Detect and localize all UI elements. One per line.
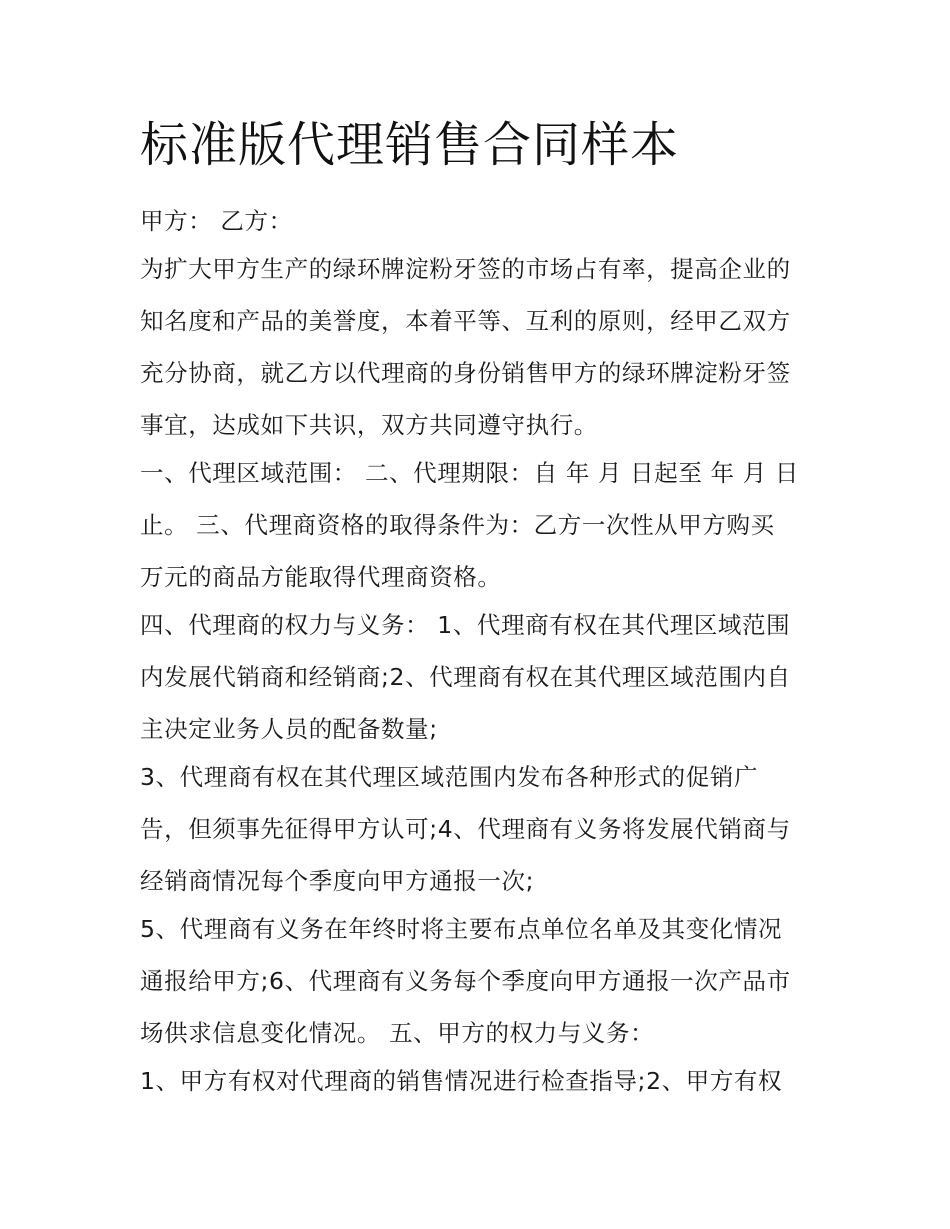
paragraph-line: 通报给甲方;6、代理商有义务每个季度向甲方通报一次产品市 — [140, 967, 791, 995]
paragraph-line: 经销商情况每个季度向甲方通报一次; — [140, 867, 535, 895]
paragraph-line: 万元的商品方能取得代理商资格。 — [140, 563, 502, 591]
paragraph-line: 为扩大甲方生产的绿环牌淀粉牙签的市场占有率，提高企业的 — [140, 255, 791, 283]
paragraph-line: 充分协商，就乙方以代理商的身份销售甲方的绿环牌淀粉牙签 — [140, 359, 791, 387]
paragraph-line: 5、代理商有义务在年终时将主要布点单位名单及其变化情况 — [140, 915, 783, 943]
paragraph-line: 场供求信息变化情况。 五、甲方的权力与义务： — [140, 1019, 655, 1047]
document-title: 标准版代理销售合同样本 — [140, 117, 680, 173]
paragraph-line: 止。 三、代理商资格的取得条件为：乙方一次性从甲方购买 — [140, 511, 775, 539]
paragraph-line: 内发展代销商和经销商;2、代理商有权在其代理区域范围内自 — [140, 663, 791, 691]
paragraph-line: 知名度和产品的美誉度，本着平等、互利的原则，经甲乙双方 — [140, 307, 791, 335]
parties-line: 甲方： 乙方： — [140, 207, 293, 235]
paragraph-line: 告，但须事先征得甲方认可;4、代理商有义务将发展代销商与 — [140, 815, 791, 843]
paragraph-line: 四、代理商的权力与义务： 1、代理商有权在其代理区域范围 — [140, 611, 791, 639]
paragraph-line: 事宜，达成如下共识，双方共同遵守执行。 — [140, 411, 598, 439]
paragraph-line: 主决定业务人员的配备数量; — [140, 715, 438, 743]
paragraph-line: 一、代理区域范围： 二、代理期限：自 年 月 日起至 年 月 日 — [140, 459, 799, 487]
paragraph-line: 1、甲方有权对代理商的销售情况进行检查指导;2、甲方有权 — [140, 1067, 783, 1095]
paragraph-line: 3、代理商有权在其代理区域范围内发布各种形式的促销广 — [140, 763, 759, 791]
document-body — [140, 200, 820, 1096]
